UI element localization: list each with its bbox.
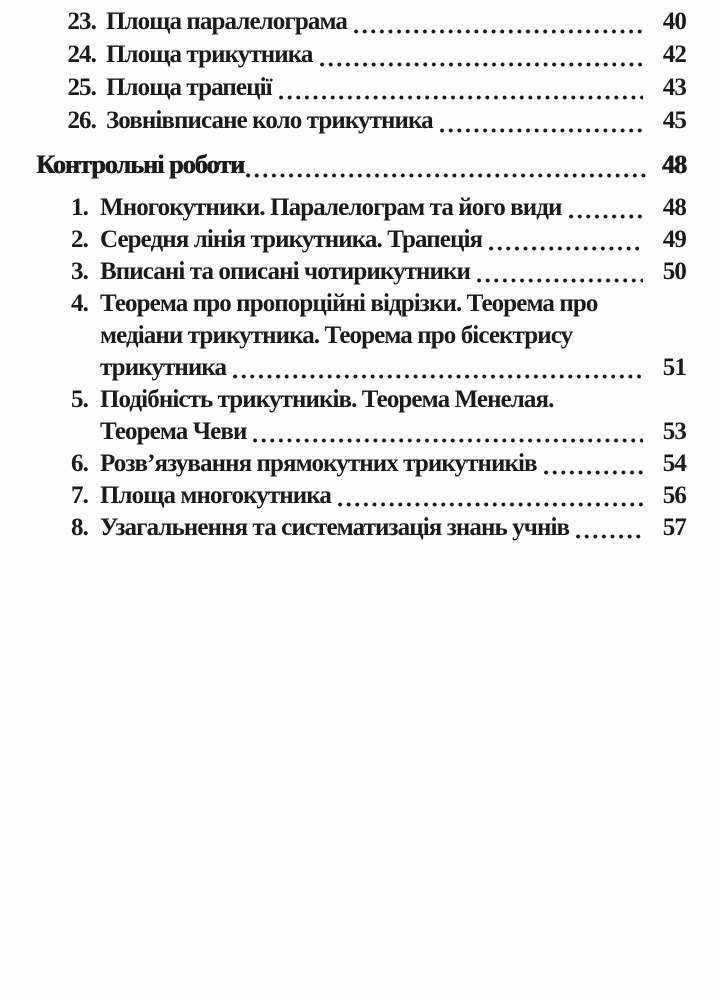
- page-number: 48: [661, 150, 686, 179]
- dot-leader: [338, 502, 643, 507]
- toc-row: [0, 226, 686, 258]
- page-number: 49: [662, 226, 686, 253]
- page-number: 53: [662, 418, 686, 445]
- item-title: Вписані та описані чотирикутники: [100, 258, 471, 285]
- toc-row: [0, 74, 686, 107]
- dot-leader: [354, 29, 643, 34]
- item-number: 24.: [67, 41, 96, 68]
- item-number: 2.: [71, 226, 88, 253]
- item-title: Подібність трикутників. Теорема Менелая.: [100, 386, 554, 413]
- item-title: Зовнівписане коло трикутника: [106, 107, 433, 134]
- dot-leader: [569, 214, 643, 219]
- item-title: Середня лінія трикутника. Трапеція: [100, 226, 483, 253]
- item-title: Узагальнення та систематизація знань учнів: [100, 514, 570, 541]
- item-number: 4.: [71, 290, 88, 317]
- item-title: Многокутники. Паралелограм та його види: [100, 194, 562, 221]
- dot-leader: [320, 62, 644, 67]
- dot-leader: [279, 95, 643, 100]
- item-title: Площа трапеції: [106, 74, 272, 101]
- dot-leader: [440, 128, 643, 133]
- page-number: 57: [662, 514, 686, 541]
- page-number: 54: [662, 450, 686, 477]
- item-title: Площа многокутника: [100, 482, 331, 509]
- dot-leader: [544, 470, 643, 475]
- toc-row-multiline-start: [0, 290, 686, 322]
- item-number: 25.: [67, 74, 96, 101]
- section-title: Контрольні роботи: [36, 150, 245, 179]
- toc-row: [0, 482, 686, 514]
- toc-row: [0, 194, 686, 226]
- page-number: 56: [662, 482, 686, 509]
- item-number: 7.: [71, 482, 88, 509]
- dot-leader: [477, 278, 643, 283]
- item-title: Теорема про пропорційні відрізки. Теорема про: [100, 290, 598, 317]
- item-number: 23.: [67, 8, 96, 35]
- toc-row: [0, 41, 686, 74]
- page-number: 45: [662, 107, 686, 134]
- toc-row: [0, 514, 686, 546]
- toc-row: [0, 258, 686, 290]
- item-number: 3.: [71, 258, 88, 285]
- toc-items-section: [0, 194, 686, 546]
- dot-leader: [489, 246, 643, 251]
- page-number: 48: [662, 194, 686, 221]
- toc-row: [0, 8, 686, 41]
- page-number: 42: [662, 41, 686, 68]
- item-title-continued: Теорема Чеви: [100, 418, 247, 445]
- toc-row-continuation: [100, 354, 686, 386]
- page-number: 50: [662, 258, 686, 285]
- toc-row-continuation: [100, 322, 686, 354]
- toc-row: [0, 450, 686, 482]
- toc-row: [0, 107, 686, 140]
- dot-leader: [576, 534, 643, 539]
- toc-top-section: [0, 0, 686, 140]
- item-number: 6.: [71, 450, 88, 477]
- item-title: Площа трикутника: [106, 41, 313, 68]
- page-number: 43: [662, 74, 686, 101]
- toc-row-multiline-start: [0, 386, 686, 418]
- page-number: 40: [662, 8, 686, 35]
- item-title: Площа паралелограма: [106, 8, 348, 35]
- item-title-continued: медіани трикутника. Теорема про бісектрису: [100, 322, 573, 349]
- item-number: 26.: [67, 107, 96, 134]
- section-header-controls: [36, 150, 686, 186]
- dot-leader: [253, 438, 643, 443]
- dot-leader: [246, 173, 648, 178]
- item-title: Розв’язування прямокутних трикутників: [100, 450, 537, 477]
- item-number: 5.: [71, 386, 88, 413]
- item-number: 8.: [71, 514, 88, 541]
- item-number: 1.: [71, 194, 88, 221]
- item-title-continued: трикутника: [100, 354, 227, 381]
- dot-leader: [233, 374, 643, 379]
- page-number: 51: [662, 354, 686, 381]
- toc-row-continuation: [100, 418, 686, 450]
